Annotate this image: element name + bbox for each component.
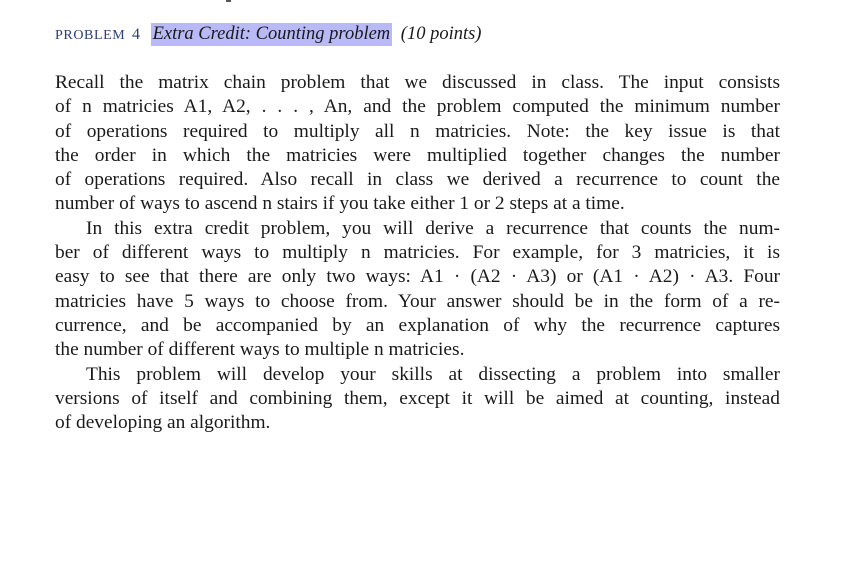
text-line: of developing an algorithm. xyxy=(55,412,271,434)
text-line: currence, and be accompanied by an explanation of why the recurrence captures xyxy=(55,314,780,336)
problem-body xyxy=(55,71,780,435)
text-line: versions of itself and combining them, except it will be aimed at counting, instead xyxy=(55,387,780,409)
text-line: matricies have 5 ways to choose from. Your answer should be in the form of a re- xyxy=(55,290,780,312)
text-line: the number of different ways to multiple n matricies. xyxy=(55,339,465,361)
problem-heading xyxy=(55,24,481,45)
problem-number: 4 xyxy=(131,26,140,43)
page-top-mark xyxy=(226,0,231,2)
text-line: In this extra credit problem, you will derive a recurrence that counts the num- xyxy=(86,217,780,239)
problem-points: (10 points) xyxy=(400,24,482,44)
text-line: This problem will develop your skills at dissecting a problem into smaller xyxy=(86,363,780,385)
problem-label: PROBLEM xyxy=(55,28,126,43)
text-line: of n matricies A1, A2, . . . , An, and the problem computed the minimum number xyxy=(55,96,780,118)
text-line: of operations required. Also recall in class we derived a recurrence to count the xyxy=(55,169,780,191)
text-line: the order in which the matricies were multiplied together changes the number xyxy=(55,144,780,166)
paragraph-2 xyxy=(55,217,780,363)
text-line: of operations required to multiply all n matricies. Note: the key issue is that xyxy=(55,120,780,142)
text-line: ber of different ways to multiply n matricies. For example, for 3 matricies, it is xyxy=(55,242,780,264)
text-line: number of ways to ascend n stairs if you take either 1 or 2 steps at a time. xyxy=(55,193,625,215)
text-line: easy to see that there are only two ways: A1 · (A2 · A3) or (A1 · A2) · A3. Four xyxy=(55,266,780,288)
problem-title-selected[interactable]: Extra Credit: Counting problem xyxy=(152,24,391,44)
text-line: Recall the matrix chain problem that we discussed in class. The input consists xyxy=(55,72,780,93)
paragraph-3 xyxy=(55,363,780,436)
paragraph-1 xyxy=(55,71,780,217)
